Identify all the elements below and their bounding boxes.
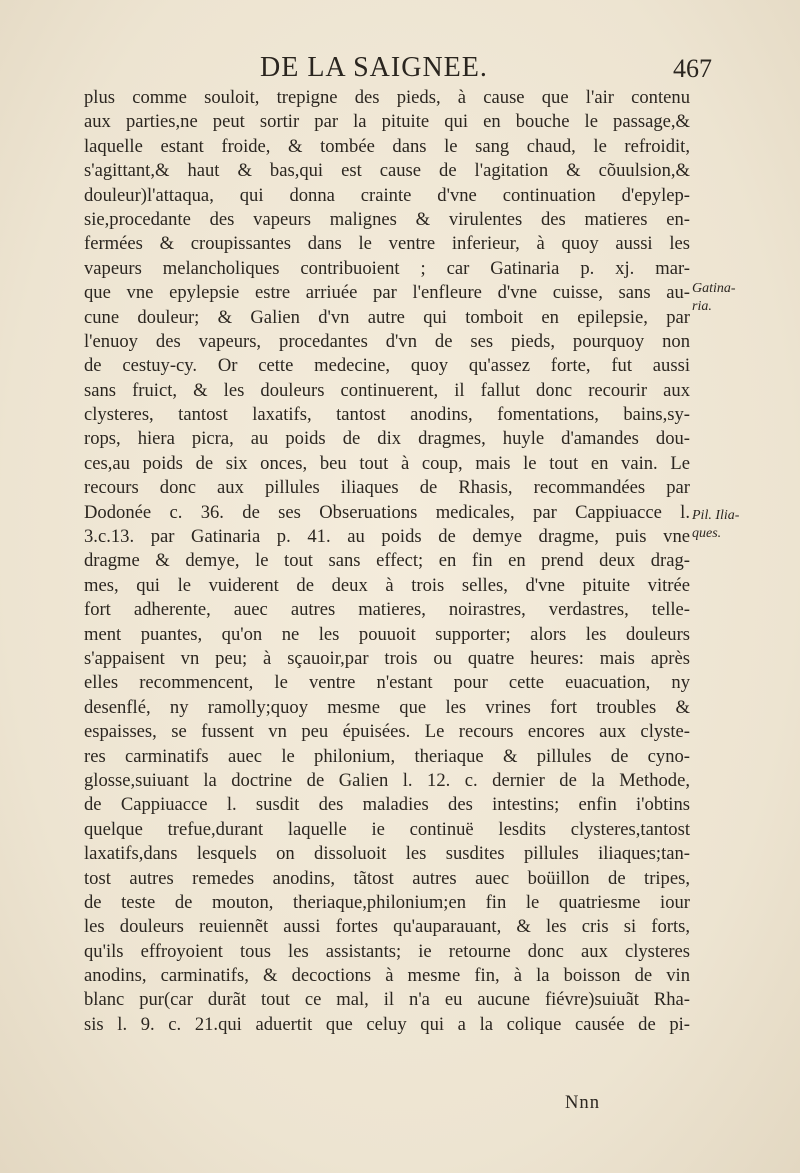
text-line: sis l. 9. c. 21.qui aduertit que celuy qui a la colique causée de pi- — [84, 1013, 690, 1035]
text-line: glosse,suiuant la doctrine de Galien l. 12. c. dernier de la Methode, — [84, 769, 690, 791]
text-line: de Cappiuacce l. susdit des maladies des intestins; enfin i'obtins — [84, 794, 690, 816]
text-line: laxatifs,dans lesquels on dissoluoit les susdites pillules iliaques;tan- — [84, 843, 690, 865]
text-line: 3.c.13. par Gatinaria p. 41. au poids de demye dragme, puis vne — [84, 526, 690, 548]
margin-note-line: ria. — [692, 299, 712, 314]
text-line: res carminatifs auec le philonium, theriaque & pillules de cyno- — [84, 745, 690, 767]
text-line: ces,au poids de six onces, beu tout à coup, mais le tout en vain. Le — [84, 452, 690, 474]
signature-mark: Nnn — [565, 1092, 601, 1113]
text-line: tost autres remedes anodins, tãtost autres auec boüillon de tripes, — [84, 867, 690, 889]
text-line: de cestuy-cy. Or cette medecine, quoy qu'assez forte, fut aussi — [84, 355, 690, 377]
text-line: fort adherente, auec autres matieres, noirastres, verdastres, telle- — [84, 599, 690, 621]
text-line: cune douleur; & Galien d'vn autre qui tomboit en epilepsie, par — [84, 306, 690, 328]
margin-note-line: ques. — [692, 526, 722, 541]
text-line: clysteres, tantost laxatifs, tantost anodins, fomentations, bains,sy- — [84, 404, 690, 426]
text-line: qu'ils effroyoient tous les assistants; ie retourne donc aux clysteres — [84, 940, 690, 962]
text-line: espaisses, se fussent vn peu épuisées. Le recours encores aux clyste- — [84, 721, 690, 743]
page-header — [80, 52, 720, 88]
margin-note-line: Pil. Ilia- — [692, 508, 740, 523]
text-line: rops, hiera picra, au poids de dix dragmes, huyle d'amandes dou- — [84, 428, 690, 450]
text-line: s'appaisent vn peu; à sçauoir,par trois ou quatre heures: mais après — [84, 647, 690, 669]
text-line: desenflé, ny ramolly;quoy mesme que les vrines fort troubles & — [84, 696, 690, 718]
text-line: vapeurs melancholiques contribuoient ; car Gatinaria p. xj. mar- — [84, 257, 690, 279]
text-line: aux parties,ne peut sortir par la pituite qui en bouche le passage,& — [84, 111, 690, 133]
text-line: quelque trefue,durant laquelle ie continuë lesdits clysteres,tantost — [84, 818, 690, 840]
text-line: fermées & croupissantes dans le ventre inferieur, à quoy aussi les — [84, 233, 690, 255]
text-line: ment puantes, qu'on ne les pouuoit supporter; alors les douleurs — [84, 623, 690, 645]
text-line: Dodonée c. 36. de ses Obseruations medicales, par Cappiuacce l. — [84, 501, 690, 523]
text-line: de teste de mouton, theriaque,philonium;en fin le quatriesme iour — [84, 891, 690, 913]
body-text — [84, 86, 690, 1037]
text-line: elles recommencent, le ventre n'estant pour cette euacuation, ny — [84, 672, 690, 694]
text-line: l'enuoy des vapeurs, procedantes d'vn de ses pieds, pourquoy non — [84, 330, 690, 352]
text-line: blanc pur(car durãt tout ce mal, il n'a eu aucune fiévre)suiuãt Rha- — [84, 989, 690, 1011]
text-line: que vne epylepsie estre arriuée par l'enfleure d'vne cuisse, sans au- — [84, 282, 690, 304]
text-line: les douleurs reuiennẽt aussi fortes qu'auparauant, & les cris si forts, — [84, 916, 690, 938]
margin-note-gatinaria — [692, 280, 736, 316]
text-line: mes, qui le vuiderent de deux à trois selles, d'vne pituite vitrée — [84, 574, 690, 596]
margin-note-line: Gatina- — [692, 281, 736, 296]
text-line: anodins, carminatifs, & decoctions à mesme fin, à la boisson de vin — [84, 965, 690, 987]
text-line: dragme & demye, le tout sans effect; en fin en prend deux drag- — [84, 550, 690, 572]
text-line: douleur)l'attaqua, qui donna crainte d'vne continuation d'epylep- — [84, 184, 690, 206]
text-line: sans fruict, & les douleurs continuerent, il fallut donc recourir aux — [84, 379, 690, 401]
text-line: sie,procedante des vapeurs malignes & virulentes des matieres en- — [84, 208, 690, 230]
page-number: 467 — [673, 54, 712, 83]
margin-note-pil-iliaques — [692, 507, 739, 543]
text-line: laquelle estant froide, & tombée dans le sang chaud, le refroidit, — [84, 135, 690, 157]
running-title: DE LA SAIGNEE. — [260, 52, 488, 83]
text-line: recours donc aux pillules iliaques de Rhasis, recommandées par — [84, 477, 690, 499]
text-line: plus comme souloit, trepigne des pieds, à cause que l'air contenu — [84, 87, 690, 108]
text-line: s'agittant,& haut & bas,qui est cause de l'agitation & cõuulsion,& — [84, 160, 690, 182]
